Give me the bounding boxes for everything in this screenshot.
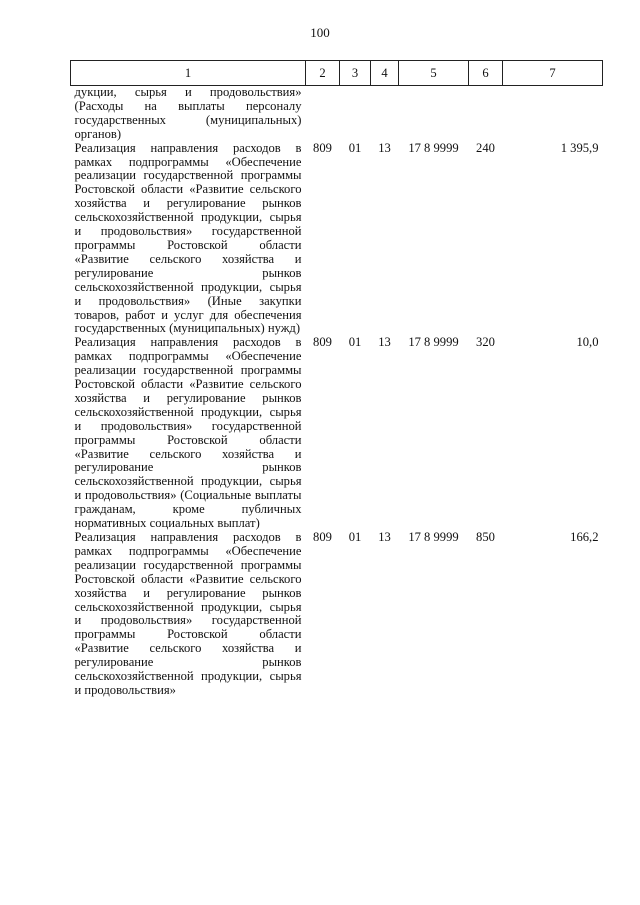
cell-vr: 850: [476, 530, 495, 544]
table-row: [71, 142, 603, 337]
cell-vr: 240: [476, 140, 495, 155]
cell-rz: [340, 86, 371, 142]
row-description: Реализация направления расходов в рамках подпрограммы «Обеспечение реализации государственной программы Ростовской области «Развитие сельского хозяйства и регулирование рынков сельскохозяйственной продукции, сырья и продовольствия» государственной программы Ростовской области «Развитие сельского хозяйства и регулирование рынков сельскохозяйственной продукции, сырья и продовольствия» (Социальные выплаты гражданам, кроме публичных нормативных социальных выплат): [74, 335, 302, 531]
cell-vr: 320: [476, 335, 495, 350]
cell-pr: [371, 86, 399, 142]
row-description: дукции, сырья и продовольствия» (Расходы на выплаты персоналу государственных (муниципальных) органов): [74, 85, 302, 141]
cell-pr: 13: [378, 335, 391, 350]
cell-gr: 809: [313, 530, 332, 544]
cell-csr: [399, 86, 469, 142]
cell-sum: 10,0: [576, 335, 599, 350]
cell-pr: 13: [378, 140, 391, 155]
column-header: 1: [71, 61, 306, 86]
column-header: 3: [340, 61, 371, 86]
budget-table: [70, 60, 603, 698]
row-description: Реализация направления расходов в рамках подпрограммы «Обеспечение реализации государственной программы Ростовской области «Развитие сельского хозяйства и регулирование рынков сельскохозяйственной продукции, сырья и продовольствия» государственной программы Ростовской области «Развитие сельского хозяйства и регулирование рынков сельскохозяйственной продукции, сырья и продовольствия» (Иные закупки товаров, работ и услуг для обеспечения государственных (муниципальных) нужд): [74, 140, 302, 336]
cell-gr: 809: [313, 140, 332, 155]
column-header: 6: [469, 61, 503, 86]
cell-csr: 17 8 9999: [408, 335, 459, 350]
cell-pr: 13: [378, 530, 391, 544]
cell-csr: 17 8 9999: [408, 530, 459, 544]
cell-vr: [469, 86, 503, 142]
cell-csr: 17 8 9999: [408, 140, 459, 155]
cell-gr: [306, 86, 340, 142]
column-header: 2: [306, 61, 340, 86]
cell-rz: 01: [348, 140, 362, 155]
cell-sum: [503, 86, 603, 142]
column-header: 7: [503, 61, 603, 86]
column-header: 4: [371, 61, 399, 86]
column-number-row: [71, 61, 603, 86]
column-header: 5: [399, 61, 469, 86]
table-row: [71, 86, 603, 142]
page-number: 100: [310, 25, 330, 40]
cell-sum: 1 395,9: [560, 140, 599, 155]
cell-gr: 809: [313, 335, 332, 350]
cell-rz: 01: [348, 335, 362, 350]
row-description: Реализация направления расходов в рамках подпрограммы «Обеспечение реализации государственной программы Ростовской области «Развитие сельского хозяйства и регулирование рынков сельскохозяйственной продукции, сырья и продовольствия» государственной программы Ростовской области «Развитие сельского хозяйства и регулирование рынков сельскохозяйственной продукции, сырья и продовольствия»: [74, 530, 302, 697]
cell-rz: 01: [348, 530, 362, 544]
cell-sum: 166,2: [570, 530, 599, 544]
table-row: [71, 531, 603, 698]
table-row: [71, 336, 603, 531]
